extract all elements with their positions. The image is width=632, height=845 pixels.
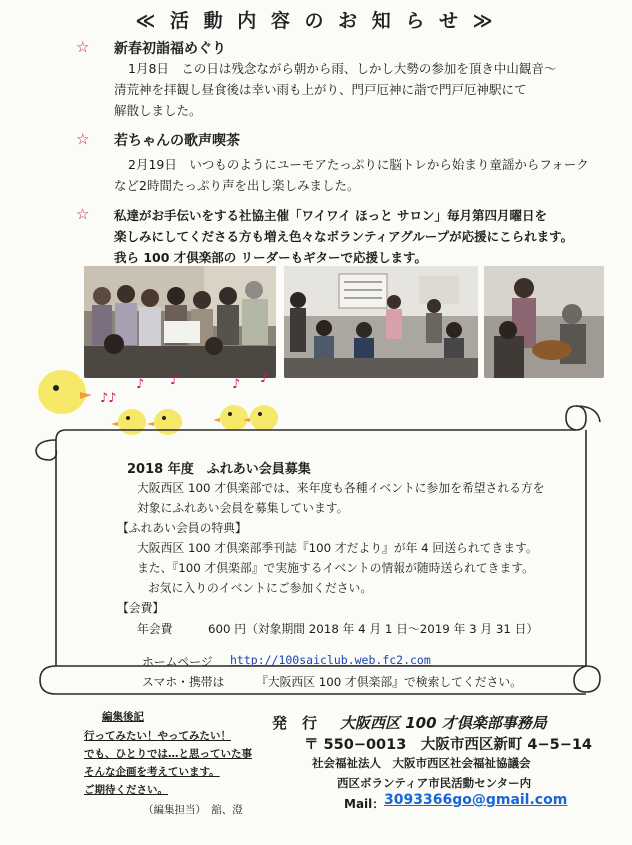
editor-note-line: ご期待ください。	[84, 784, 168, 796]
activity-text-line: 我ら 100 才倶楽部の リーダーもギターで応援します。	[114, 250, 428, 265]
activity-text-line: 清荒神を拝観し昼食後は幸い雨も上がり、門戸厄神に詣で門戸厄神駅にて	[114, 82, 527, 97]
star-icon: ☆	[76, 130, 90, 148]
star-icon: ☆	[76, 38, 90, 56]
publisher-name: 大阪西区 100 才倶楽部事務局	[340, 714, 547, 732]
activity-heading: 若ちゃんの歌声喫茶	[114, 133, 240, 149]
benefit-line: 大阪西区 100 才倶楽部季刊誌『100 才だより』が年 4 回送られてきます。	[137, 541, 538, 555]
fee-label: 年会費	[137, 622, 173, 636]
svg-text:♪: ♪	[136, 377, 145, 392]
activity-heading: 新春初詣福めぐり	[114, 41, 226, 57]
star-icon: ☆	[76, 205, 90, 223]
activity-text-line: など2時間たっぷり声を出し楽しみました。	[114, 178, 360, 193]
activity-text-line: 私達がお手伝いをする社協主催「ワイワイ ほっと サロン」毎月第四月曜日を	[114, 208, 547, 223]
photo-guitar-leader	[484, 266, 604, 378]
editor-note-title: 編集後記	[102, 711, 144, 723]
publisher-org: 社会福祉法人 大阪市西区社会福祉協議会	[312, 756, 531, 770]
svg-text:♪: ♪	[170, 373, 179, 388]
publisher-label: 発 行	[272, 714, 318, 732]
fee-value: 600 円（対象期間 2018 年 4 月 1 日～2019 年 3 月 31 日）	[208, 622, 539, 636]
homepage-label: ホームページ	[142, 655, 213, 669]
membership-intro-line: 大阪西区 100 才倶楽部では、来年度も各種イベントに参加を希望される方を	[137, 481, 545, 495]
mail-label: Mail：	[344, 797, 385, 811]
benefits-heading: 【ふれあい会員の特典】	[117, 521, 247, 535]
editor-note-line: 行ってみたい！やってみたい！	[84, 730, 231, 742]
publisher-center: 西区ボランティア市民活動センター内	[337, 776, 532, 790]
svg-text:♪: ♪	[260, 371, 269, 386]
membership-intro-line: 対象にふれあい会員を募集しています。	[137, 501, 349, 515]
fee-heading: 【会費】	[117, 601, 165, 615]
editor-credit: （編集担当） 舘、澄	[143, 804, 243, 816]
activity-text-line: 2月19日 いつものようにユーモアたっぷりに脳トレから始まり童謡からフォーク	[128, 157, 589, 172]
membership-title: 2018 年度 ふれあい会員募集	[127, 462, 311, 477]
activity-text-line: 解散しました。	[114, 103, 202, 118]
page-title: ≪ 活 動 内 容 の お 知 ら せ ≫	[135, 10, 497, 32]
mail-link[interactable]: 3093366go@gmail.com	[384, 792, 568, 808]
photo-salon-event	[284, 266, 478, 378]
svg-text:♪♪: ♪♪	[100, 391, 117, 406]
activity-text-line: 1月8日 この日は残念ながら朝から雨、しかし大勢の参加を頂き中山観音～	[128, 61, 557, 76]
mobile-label: スマホ・携帯は	[142, 675, 225, 689]
svg-text:♪: ♪	[232, 377, 241, 392]
benefit-line: お気に入りのイベントにご参加ください。	[148, 581, 373, 595]
publisher-address: 〒 550−0013 大阪市西区新町 4−5−14	[304, 737, 593, 753]
mobile-search-text: 『大阪西区 100 才倶楽部』で検索してください。	[256, 675, 522, 689]
benefit-line: また、『100 才倶楽部』で実施するイベントの情報が随時送られてきます。	[137, 561, 534, 575]
editor-note-line: そんな企画を考えています。	[84, 766, 220, 778]
editor-note-line: でも、ひとりでは…と思っていた事	[84, 748, 252, 760]
activity-text-line: 楽しみにしてくださる方も増え色々なボランティアグループが応援にこられます。	[114, 229, 574, 244]
homepage-link[interactable]: http://100saiclub.web.fc2.com	[230, 653, 431, 667]
